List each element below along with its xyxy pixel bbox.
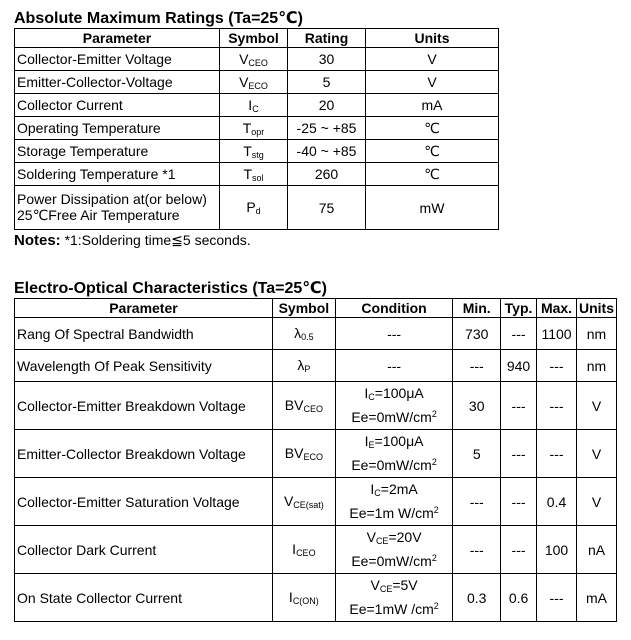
symbol-cell: $V_{CE(sat)}$ (272, 478, 335, 526)
table-row (15, 318, 617, 350)
condition-cell: --- (335, 350, 453, 382)
units-cell: nA (577, 526, 617, 574)
condition-cell: --- (335, 318, 453, 350)
parameter-cell: Rang Of Spectral Bandwidth (15, 318, 273, 350)
header-units: Units (366, 29, 499, 48)
max-cell: 1100 (537, 318, 577, 350)
units-cell: mA (577, 574, 617, 622)
units-cell: ℃ (366, 140, 499, 163)
header-symbol: Symbol (272, 299, 335, 318)
table-row (15, 163, 499, 186)
header-typ: Typ. (501, 299, 537, 318)
symbol-cell: $I_{CEO}$ (272, 526, 335, 574)
header-parameter: Parameter (15, 299, 273, 318)
parameter-cell: Power Dissipation at(or below) 25℃Free Air Temperature (15, 186, 220, 230)
parameter-cell: On State Collector Current (15, 574, 273, 622)
symbol-cell: $I_C$ (220, 94, 288, 117)
parameter-cell: Storage Temperature (15, 140, 220, 163)
units-cell: V (366, 48, 499, 71)
table-header-row (15, 29, 499, 48)
parameter-cell: Collector Dark Current (15, 526, 273, 574)
amr-title: Absolute Maximum Ratings (Ta=25℃) (14, 10, 303, 27)
min-cell: 0.3 (453, 574, 501, 622)
units-cell: V (366, 71, 499, 94)
symbol-cell: $I_{C(ON)}$ (272, 574, 335, 622)
parameter-cell: Emitter-Collector-Voltage (15, 71, 220, 94)
max-cell: --- (537, 430, 577, 478)
max-cell: --- (537, 382, 577, 430)
rating-cell: 30 (288, 48, 366, 71)
symbol-cell: $BV_{ECO}$ (272, 430, 335, 478)
typ-cell: --- (501, 382, 537, 430)
symbol-cell: $P_d$ (220, 186, 288, 230)
condition-cell: $I_E=100\mu A$ $Ee=0mW/cm^2$ (335, 430, 453, 478)
rating-cell: -40 ~ +85 (288, 140, 366, 163)
units-cell: nm (577, 318, 617, 350)
table-row (15, 71, 499, 94)
parameter-cell: Wavelength Of Peak Sensitivity (15, 350, 273, 382)
condition-cell: $V_{CE}=20V$ $Ee=0mW/cm^2$ (335, 526, 453, 574)
parameter-cell: Collector-Emitter Voltage (15, 48, 220, 71)
table-row (15, 48, 499, 71)
header-rating: Rating (288, 29, 366, 48)
table-row (15, 382, 617, 430)
min-cell: --- (453, 478, 501, 526)
eoc-title: Electro-Optical Characteristics (Ta=25℃) (14, 280, 327, 297)
table-row (15, 186, 499, 230)
electro-optical-table (14, 298, 617, 622)
notes-label: Notes: (14, 232, 61, 249)
symbol-cell: $T_{opr}$ (220, 117, 288, 140)
table-row (15, 478, 617, 526)
symbol-cell: $V_{ECO}$ (220, 71, 288, 94)
notes-text: *1:Soldering time≦5 seconds. (64, 232, 251, 248)
table-row (15, 430, 617, 478)
symbol-cell: $T_{sol}$ (220, 163, 288, 186)
symbol-cell: $BV_{CEO}$ (272, 382, 335, 430)
rating-cell: -25 ~ +85 (288, 117, 366, 140)
max-cell: 100 (537, 526, 577, 574)
units-cell: mA (366, 94, 499, 117)
symbol-cell: $V_{CEO}$ (220, 48, 288, 71)
min-cell: --- (453, 350, 501, 382)
typ-cell: --- (501, 318, 537, 350)
table-row (15, 140, 499, 163)
parameter-cell: Collector Current (15, 94, 220, 117)
typ-cell: --- (501, 478, 537, 526)
units-cell: ℃ (366, 163, 499, 186)
header-parameter: Parameter (15, 29, 220, 48)
typ-cell: 940 (501, 350, 537, 382)
rating-cell: 260 (288, 163, 366, 186)
parameter-cell: Soldering Temperature *1 (15, 163, 220, 186)
units-cell: ℃ (366, 117, 499, 140)
max-cell: --- (537, 350, 577, 382)
min-cell: 30 (453, 382, 501, 430)
units-cell: V (577, 430, 617, 478)
notes (14, 232, 251, 249)
table-row (15, 350, 617, 382)
symbol-cell: $\lambda_{0.5}$ (272, 318, 335, 350)
rating-cell: 75 (288, 186, 366, 230)
symbol-cell: $T_{stg}$ (220, 140, 288, 163)
header-symbol: Symbol (220, 29, 288, 48)
max-cell: 0.4 (537, 478, 577, 526)
units-cell: nm (577, 350, 617, 382)
parameter-cell: Collector-Emitter Breakdown Voltage (15, 382, 273, 430)
units-cell: mW (366, 186, 499, 230)
min-cell: 730 (453, 318, 501, 350)
table-row (15, 526, 617, 574)
table-row (15, 574, 617, 622)
typ-cell: --- (501, 526, 537, 574)
units-cell: V (577, 478, 617, 526)
symbol-cell: $\lambda_P$ (272, 350, 335, 382)
header-condition: Condition (335, 299, 453, 318)
condition-cell: $I_C=2mA$ Ee=1m $W/cm^2$ (335, 478, 453, 526)
table-row (15, 94, 499, 117)
header-max: Max. (537, 299, 577, 318)
table-header-row (15, 299, 617, 318)
min-cell: 5 (453, 430, 501, 478)
parameter-cell: Emitter-Collector Breakdown Voltage (15, 430, 273, 478)
parameter-cell: Operating Temperature (15, 117, 220, 140)
header-min: Min. (453, 299, 501, 318)
absolute-maximum-ratings-table (14, 28, 499, 230)
condition-cell: $I_C=100\mu A$ $Ee=0mW/cm^2$ (335, 382, 453, 430)
typ-cell: 0.6 (501, 574, 537, 622)
header-units: Units (577, 299, 617, 318)
units-cell: V (577, 382, 617, 430)
parameter-cell: Collector-Emitter Saturation Voltage (15, 478, 273, 526)
min-cell: --- (453, 526, 501, 574)
rating-cell: 5 (288, 71, 366, 94)
typ-cell: --- (501, 430, 537, 478)
max-cell: --- (537, 574, 577, 622)
condition-cell: $V_{CE}=5V$ Ee=1mW $/cm^2$ (335, 574, 453, 622)
rating-cell: 20 (288, 94, 366, 117)
table-row (15, 117, 499, 140)
